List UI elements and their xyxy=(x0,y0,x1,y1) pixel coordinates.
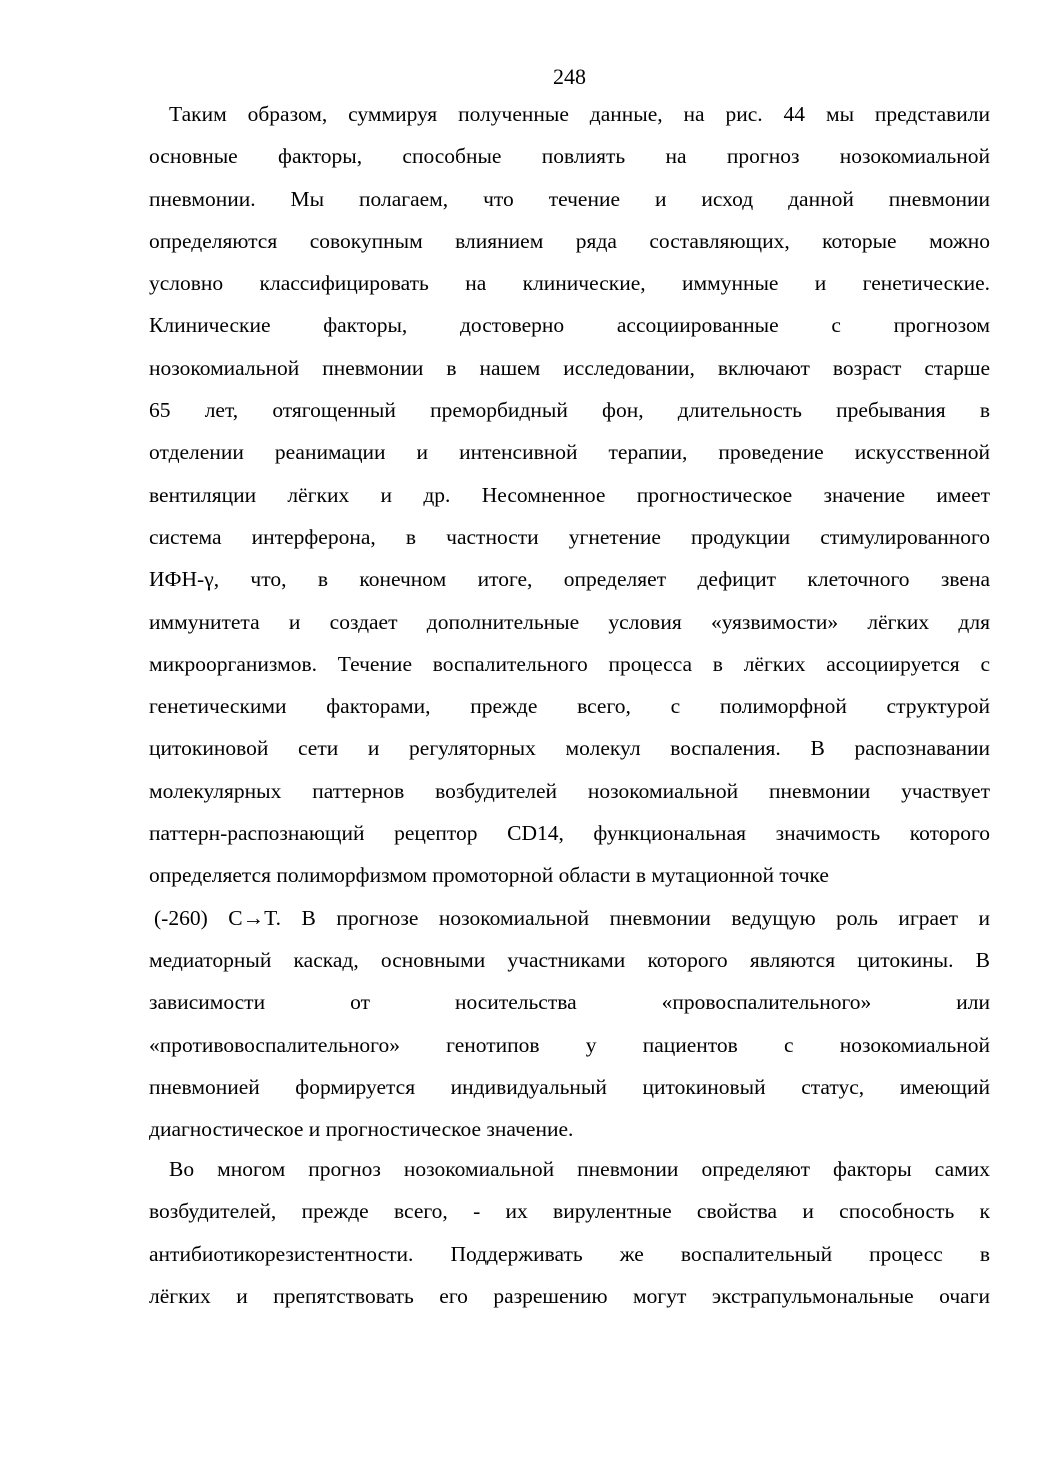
text-line: определяются совокупным влиянием ряда составляющих, которые можно xyxy=(149,228,990,253)
text-line: молекулярных паттернов возбудителей нозокомиальной пневмонии участвует xyxy=(149,778,990,803)
text-line: генетическими факторами, прежде всего, с полиморфной структурой xyxy=(149,694,990,719)
text-line: паттерн-распознающий рецептор CD14, функциональная значимость которого xyxy=(149,821,990,846)
text-line: нозокомиальной пневмонии в нашем исследовании, включают возраст старше xyxy=(149,355,990,380)
paragraph-2 xyxy=(149,1148,990,1317)
text-line: иммунитета и создает дополнительные условия «уязвимости» лёгких для xyxy=(149,609,990,634)
text-line: основные факторы, способные повлиять на прогноз нозокомиальной xyxy=(149,144,990,169)
text-line: «противовоспалительного» генотипов у пациентов с нозокомиальной xyxy=(149,1032,990,1057)
text-line: цитокиновой сети и регуляторных молекул воспаления. В распознавании xyxy=(149,736,990,761)
text-line: возбудителей, прежде всего, - их вирулентные свойства и способность к xyxy=(149,1199,990,1224)
text-line: диагностическое и прогностическое значение. xyxy=(149,1117,574,1142)
text-line: антибиотикорезистентности. Поддерживать же воспалительный процесс в xyxy=(149,1241,990,1266)
text-line: (-260) C→T. В прогнозе нозокомиальной пневмонии ведущую роль играет и xyxy=(154,905,990,930)
text-line: ИФН-γ, что, в конечном итоге, определяет дефицит клеточного звена xyxy=(149,567,990,592)
text-line: условно классифицировать на клинические, иммунные и генетические. xyxy=(149,271,990,296)
text-line: лёгких и препятствовать его разрешению могут экстрапульмональные очаги xyxy=(149,1283,990,1308)
text-line: микроорганизмов. Течение воспалительного процесса в лёгких ассоциируется с xyxy=(149,651,990,676)
text-line: система интерферона, в частности угнетение продукции стимулированного xyxy=(149,524,990,549)
text-line: зависимости от носительства «провоспалительного» или xyxy=(149,990,990,1015)
paragraph-1 xyxy=(149,93,990,1150)
text-line: пневмонией формируется индивидуальный цитокиновый статус, имеющий xyxy=(149,1074,990,1099)
text-line: вентиляции лёгких и др. Несомненное прогностическое значение имеет xyxy=(149,482,990,507)
text-line: Во многом прогноз нозокомиальной пневмонии определяют факторы самих xyxy=(169,1157,990,1181)
text-line: Клинические факторы, достоверно ассоциированные с прогнозом xyxy=(149,313,990,338)
page-number: 248 xyxy=(553,64,586,89)
text-line: Таким образом, суммируя полученные данные, на рис. 44 мы представили xyxy=(169,102,990,126)
text-line: медиаторный каскад, основными участниками которого являются цитокины. В xyxy=(149,947,990,972)
text-line: пневмонии. Мы полагаем, что течение и исход данной пневмонии xyxy=(149,186,990,211)
text-line: 65 лет, отягощенный преморбидный фон, длительность пребывания в xyxy=(149,398,990,423)
text-line: отделении реанимации и интенсивной терапии, проведение искусственной xyxy=(149,440,990,465)
text-line: определяется полиморфизмом промоторной области в мутационной точке xyxy=(149,863,829,888)
